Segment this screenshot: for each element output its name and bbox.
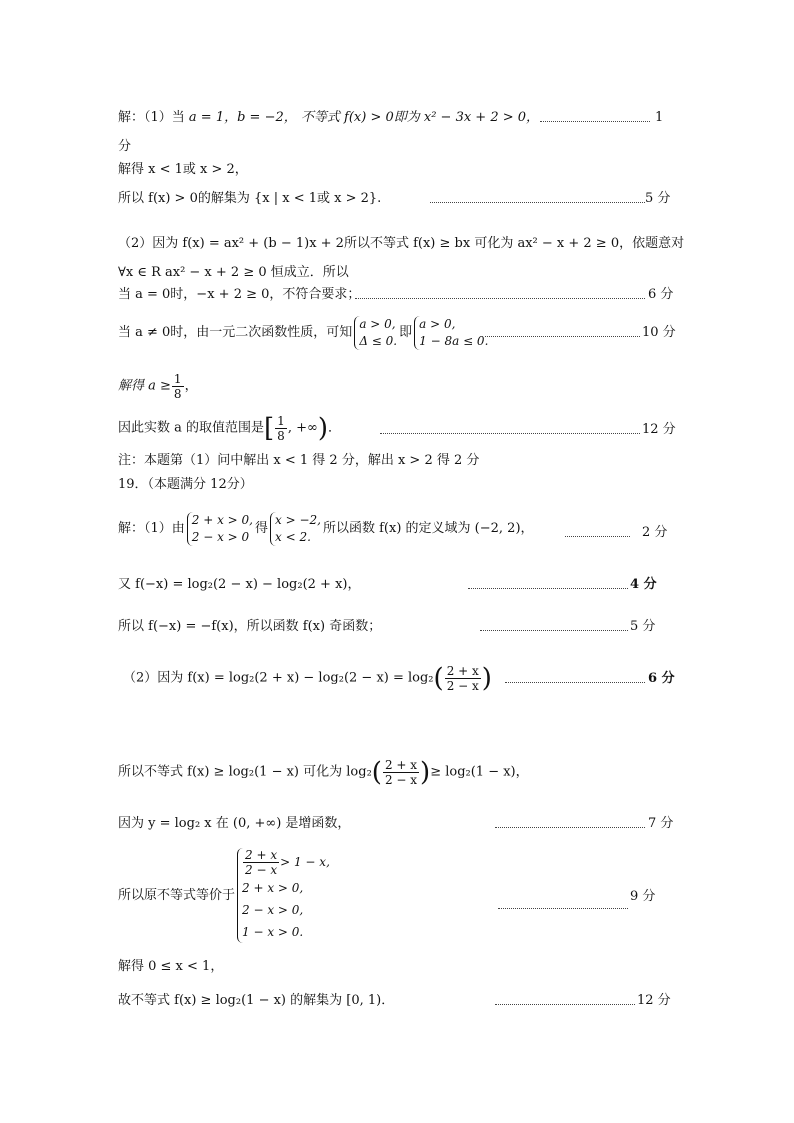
question-19-heading: 19．（本题满分 12分） — [118, 477, 253, 492]
score-label: 6 分 — [648, 287, 674, 302]
q19-line-8: 解得 0 ≤ x < 1， — [118, 959, 224, 974]
score-label: 12 分 — [637, 993, 671, 1008]
score-label: 9 分 — [630, 889, 656, 904]
solution-line-2: 解得 x < 1或 x > 2， — [118, 162, 248, 177]
grading-note: 注：本题第（1）问中解出 x < 1 得 2 分，解出 x > 2 得 2 分 — [118, 453, 480, 468]
solution-line-8: 解得 a ≥ $\frac{1}{8}$ ， — [118, 372, 198, 401]
solution-line-7: 当 a ≠ 0时，由一元二次函数性质，可知 a > 0, Δ ≤ 0. 即 a > 0, 1 − 8a ≤ 0. — [118, 317, 489, 348]
solution-line-6: 当 a = 0时，−x + 2 ≥ 0，不符合要求； — [118, 287, 361, 302]
score-label: 2 分 — [642, 525, 668, 540]
score-label: 4 分 — [630, 577, 657, 592]
equation-system: a > 0, 1 − 8a ≤ 0. — [414, 316, 488, 350]
score-leader — [380, 433, 640, 434]
score-label: 6 分 — [648, 671, 675, 686]
equation-system: a > 0, Δ ≤ 0. — [354, 316, 397, 350]
q19-line-3: 所以 f(−x) = −f(x)，所以函数 f(x) 奇函数； — [118, 619, 382, 634]
q19-line-1: 解：（1）由 2 + x > 0, 2 − x > 0 得 x > −2, x < 2. 所以函数 f(x) 的定义域为 (−2, 2)， — [118, 513, 534, 544]
fraction: $\frac{2 + x}{2 - x}$ — [446, 664, 479, 693]
score-leader — [540, 121, 650, 122]
solution-line-5: ∀x ∈ R ax² − x + 2 ≥ 0 恒成立．所以 — [118, 265, 349, 280]
score-leader — [495, 1004, 635, 1005]
score-label: 10 分 — [642, 325, 676, 340]
score-leader — [485, 336, 640, 337]
solution-line-1: 解：（1）当 a = 1，b = −2， 不等式 f(x) > 0即为 x² − 3x + 2 > 0， — [118, 110, 540, 125]
score-label: 7 分 — [648, 816, 674, 831]
score-leader — [565, 536, 630, 537]
q19-line-5: 所以不等式 f(x) ≥ log₂(1 − x) 可化为 log₂( $\frac{2 + x}{2 - x}$ )≥ log₂(1 − x)， — [118, 757, 529, 788]
solution-line-4: （2）因为 f(x) = ax² + (b − 1)x + 2所以不等式 f(x) ≥ bx 可化为 ax² − x + 2 ≥ 0，依题意对 — [118, 236, 685, 251]
fraction: $\frac{2 + x}{2 - x}$ — [384, 758, 418, 787]
score-label: 5 分 — [630, 619, 656, 634]
score-leader — [505, 682, 645, 683]
equation-system: $\frac{2 + x}{2 - x}$ > 1 − x, 2 + x > 0, 2 − x > 0, 1 − x > 0. — [237, 848, 330, 943]
q19-line-9: 故不等式 f(x) ≥ log₂(1 − x) 的解集为 [0, 1)． — [118, 993, 395, 1008]
q19-line-2: 又 f(−x) = log₂(2 − x) − log₂(2 + x)， — [118, 577, 361, 592]
score-leader — [495, 827, 645, 828]
equation-system: x > −2, x < 2. — [270, 512, 321, 546]
equation-system: 2 + x > 0, 2 − x > 0 — [187, 512, 253, 546]
solution-line-3: 所以 f(x) > 0的解集为 {x | x < 1或 x > 2}. — [118, 191, 382, 206]
q19-line-6: 因为 y = log₂ x 在 (0, +∞) 是增函数， — [118, 816, 351, 831]
score-leader — [498, 908, 628, 909]
score-leader — [430, 202, 645, 203]
score-leader — [480, 630, 628, 631]
score-leader — [355, 298, 645, 299]
fraction: $\frac{2 + x}{2 - x}$ — [245, 848, 278, 877]
score-label: 12 分 — [642, 422, 676, 437]
q19-line-7: 所以原不等式等价于 $\frac{2 + x}{2 - x}$ > 1 − x, 2 + x > 0, 2 − x > 0, 1 − x > 0. — [118, 848, 332, 943]
solution-line-9: 因此实数 a 的取值范围是[ $\frac{1}{8}$ , +∞)． — [118, 413, 341, 444]
score-leader — [468, 588, 628, 589]
q19-line-4: （2）因为 f(x) = log₂(2 + x) − log₂(2 − x) = log₂( $\frac{2 + x}{2 - x}$ ) — [123, 663, 492, 694]
score-label: 1 — [655, 110, 664, 125]
score-wrap: 分 — [118, 139, 132, 154]
score-label: 5 分 — [645, 191, 671, 206]
fraction: $\frac{1}{8}$ — [173, 372, 182, 401]
fraction: $\frac{1}{8}$ — [277, 414, 285, 443]
